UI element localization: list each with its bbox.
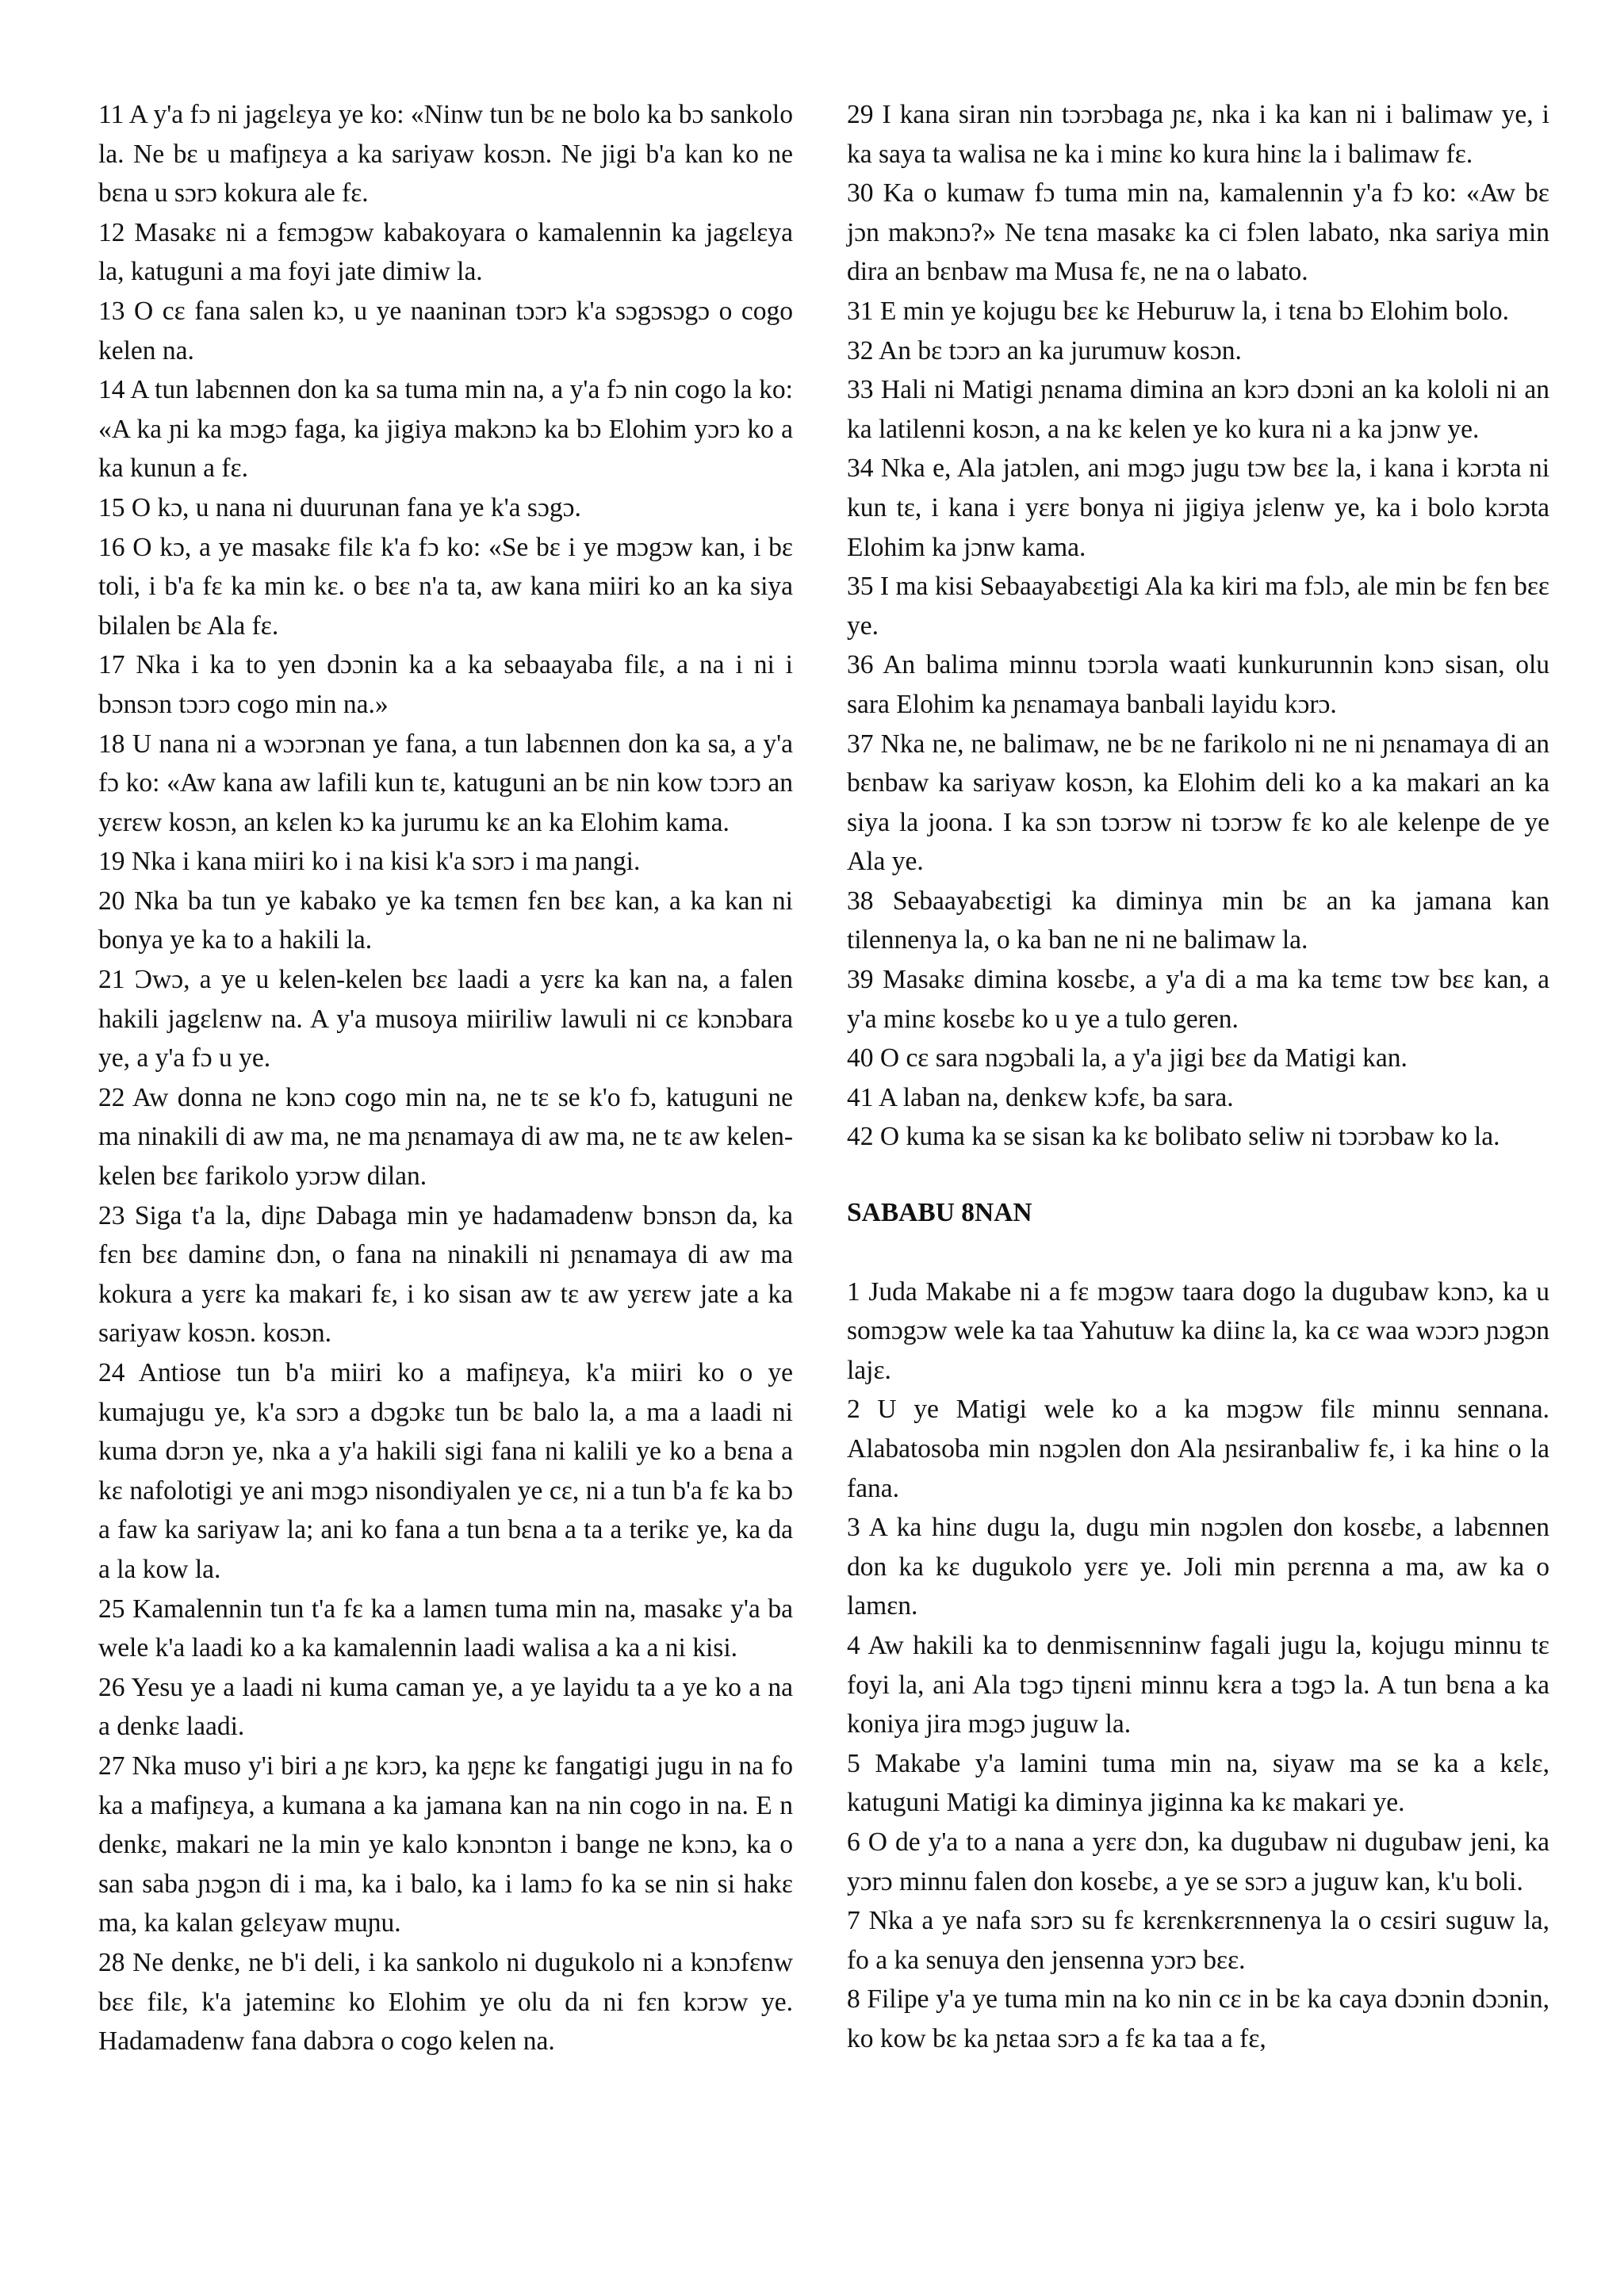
verse: 30 Ka o kumaw fɔ tuma min na, kamalennin y'a fɔ ko: «Aw bɛ jɔn makɔnɔ?» Ne tɛna masakɛ ka ci fɔlen labato, nka sariya min dira an bɛnbaw ma Musa fɛ, ne na o labato. xyxy=(847,178,1549,287)
verse: 4 Aw hakili ka to denmisɛnninw fagali jugu la, kojugu minnu tɛ foyi la, ani Ala tɔgɔ tiɲɛni minnu kɛra a tɔgɔ la. A tun bɛna a ka koniya jira mɔgɔ juguw la. xyxy=(847,1630,1549,1739)
verse: 20 Nka ba tun ye kabako ye ka tɛmɛn fɛn bɛɛ kan, a ka kan ni bonya ye ka to a hakili la. xyxy=(98,886,793,955)
verse: 33 Hali ni Matigi ɲɛnama dimina an kɔrɔ dɔɔni an ka kololi ni an ka latilenni kosɔn, a na kɛ kelen ye ko kura ni a ka jɔnw ye. xyxy=(847,375,1549,444)
verse: 5 Makabe y'a lamini tuma min na, siyaw ma se ka a kɛlɛ, katuguni Matigi ka diminya jiginna ka kɛ makari ye. xyxy=(847,1748,1549,1818)
verse: 14 A tun labɛnnen don ka sa tuma min na, a y'a fɔ nin cogo la ko: «A ka ɲi ka mɔgɔ faga, ka jigiya makɔnɔ ka bɔ Elohim yɔrɔ ko a ka kunun a fɛ. xyxy=(98,375,793,484)
verse: 19 Nka i kana miiri ko i na kisi k'a sɔrɔ i ma ɲangi. xyxy=(98,847,641,877)
verse: 38 Sebaayabɛɛtigi ka diminya min bɛ an ka jamana kan tilennenya la, o ka ban ne ni ne balimaw la. xyxy=(847,886,1549,955)
verse: 27 Nka muso y'i biri a ɲɛ kɔrɔ, ka ŋɛɲɛ kɛ fangatigi jugu in na fo ka a mafiɲɛya, a kumana a ka jamana kan na nin cogo in na. E n denkɛ, makari ne la min ye kalo kɔnɔntɔn i bange ne kɔnɔ, ka o san saba ɲɔgɔn di i ma, ka i balo, ka i lamɔ fo ka se nin si hakɛ ma, ka kalan gɛlɛyaw muɲu. xyxy=(98,1751,793,1938)
verse: 6 O de y'a to a nana a yɛrɛ dɔn, ka dugubaw ni dugubaw jeni, ka yɔrɔ minnu falen don kosɛbɛ, a ye se sɔrɔ a juguw kan, k'u boli. xyxy=(847,1827,1549,1896)
verse: 41 A laban na, denkɛw kɔfɛ, ba sara. xyxy=(847,1082,1234,1112)
verse: 25 Kamalennin tun t'a fɛ ka a lamɛn tuma min na, masakɛ y'a ba wele k'a laadi ko a ka kamalennin laadi walisa a ka a ni kisi. xyxy=(98,1594,793,1663)
right-column xyxy=(847,95,1549,2059)
verse: 23 Siga t'a la, diɲɛ Dabaga min ye hadamadenw bɔnsɔn da, ka fɛn bɛɛ daminɛ dɔn, o fana na ninakili ni ɲɛnamaya di aw ma kokura a yɛrɛ ka makari fɛ, i ko sisan aw tɛ aw yɛrɛw jate a ka sariyaw kosɔn. kosɔn. xyxy=(98,1200,793,1349)
left-column xyxy=(98,95,793,2061)
verse: 35 I ma kisi Sebaayabɛɛtigi Ala ka kiri ma fɔlɔ, ale min bɛ fɛn bɛɛ ye. xyxy=(847,572,1549,641)
verse: 39 Masakɛ dimina kosɛbɛ, a y'a di a ma ka tɛmɛ tɔw bɛɛ kan, a y'a minɛ kosɛbɛ ko u ye a tulo geren. xyxy=(847,965,1549,1034)
verse: 3 A ka hinɛ dugu la, dugu min nɔgɔlen don kosɛbɛ, a labɛnnen don ka kɛ dugukolo yɛrɛ ye. Joli min pɛrɛnna a ma, aw ka o lamɛn. xyxy=(847,1513,1549,1621)
verse: 36 An balima minnu tɔɔrɔla waati kunkurunnin kɔnɔ sisan, olu sara Elohim ka ɲɛnamaya banbali layidu kɔrɔ. xyxy=(847,650,1549,719)
verse: 12 Masakɛ ni a fɛmɔgɔw kabakoyara o kamalennin ka jagɛlɛya la, katuguni a ma foyi jate dimiw la. xyxy=(98,217,793,287)
verse: 26 Yesu ye a laadi ni kuma caman ye, a ye layidu ta a ye ko a na a denkɛ laadi. xyxy=(98,1672,793,1742)
verse: 37 Nka ne, ne balimaw, ne bɛ ne farikolo ni ne ni ɲɛnamaya di an bɛnbaw ka sariyaw kosɔn, ka Elohim deli ko a ka makari an ka siya la joona. I ka sɔn tɔɔrɔw ni tɔɔrɔw fɛ ko ale kelenpe de ye Ala ye. xyxy=(847,729,1549,877)
verse: 22 Aw donna ne kɔnɔ cogo min na, ne tɛ se k'o fɔ, katuguni ne ma ninakili di aw ma, ne ma ɲɛnamaya di aw ma, ne tɛ aw kelen-kelen bɛɛ farikolo yɔrɔw dilan. xyxy=(98,1082,793,1192)
verse: 34 Nka e, Ala jatɔlen, ani mɔgɔ jugu tɔw bɛɛ la, i kana i kɔrɔta ni kun tɛ, i kana i yɛrɛ bonya ni jigiya jɛlenw ye, ka i bolo kɔrɔta Elohim ka jɔnw kama. xyxy=(847,453,1549,562)
verse: 31 E min ye kojugu bɛɛ kɛ Heburuw la, i tɛna bɔ Elohim bolo. xyxy=(847,296,1510,326)
verse: 2 U ye Matigi wele ko a ka mɔgɔw filɛ minnu sennana. Alabatosoba min nɔgɔlen don Ala ɲɛsiranbaliw fɛ, i ka hinɛ o la fana. xyxy=(847,1395,1549,1503)
verse: 28 Ne denkɛ, ne b'i deli, i ka sankolo ni dugukolo ni a kɔnɔfɛnw bɛɛ filɛ, k'a jateminɛ ko Elohim ye olu da ni fɛn kɔrɔw ye. Hadamadenw fana dabɔra o cogo kelen na. xyxy=(98,1947,793,2057)
verse: 21 Ɔwɔ, a ye u kelen-kelen bɛɛ laadi a yɛrɛ ka kan na, a falen hakili jagɛlɛnw na. A y'a musoya miiriliw lawuli ni cɛ kɔnɔbara ye, a y'a fɔ u ye. xyxy=(98,965,793,1073)
verse: 18 U nana ni a wɔɔrɔnan ye fana, a tun labɛnnen don ka sa, a y'a fɔ ko: «Aw kana aw lafili kun tɛ, katuguni an bɛ nin kow tɔɔrɔ an yɛrɛw kosɔn, an kɛlen kɔ ka jurumu kɛ an ka Elohim kama. xyxy=(98,729,793,837)
verse: 11 A y'a fɔ ni jagɛlɛya ye ko: «Ninw tun bɛ ne bolo ka bɔ sankolo la. Ne bɛ u mafiɲɛya a ka sariyaw kosɔn. Ne jigi b'a kan ko ne bɛna u sɔrɔ kokura ale fɛ. xyxy=(98,100,793,209)
verse: 42 O kuma ka se sisan ka kɛ bolibato seliw ni tɔɔrɔbaw ko la. xyxy=(847,1122,1500,1152)
verse: 40 O cɛ sara nɔgɔbali la, a y'a jigi bɛɛ da Matigi kan. xyxy=(847,1043,1408,1073)
verse: 29 I kana siran nin tɔɔrɔbaga ɲɛ, nka i ka kan ni i balimaw ye, i ka saya ta walisa ne ka i minɛ ko kura hinɛ la i balimaw fɛ. xyxy=(847,100,1549,169)
verse: 8 Filipe y'a ye tuma min na ko nin cɛ in bɛ ka caya dɔɔnin dɔɔnin, ko kow bɛ ka ɲɛtaa sɔrɔ a fɛ ka taa a fɛ, xyxy=(847,1984,1549,2053)
verse: 15 O kɔ, u nana ni duurunan fana ye k'a sɔgɔ. xyxy=(98,492,581,522)
verse: 13 O cɛ fana salen kɔ, u ye naaninan tɔɔrɔ k'a sɔgɔsɔgɔ o cogo kelen na. xyxy=(98,296,793,365)
verse: 1 Juda Makabe ni a fɛ mɔgɔw taara dogo la dugubaw kɔnɔ, ka u somɔgɔw wele ka taa Yahutuw ka diinɛ la, ka cɛ waa wɔɔrɔ ɲɔgɔn lajɛ. xyxy=(847,1276,1549,1385)
verse: 7 Nka a ye nafa sɔrɔ su fɛ kɛrɛnkɛrɛnnenya la o cɛsiri suguw la, fo a ka senuya den jensenna yɔrɔ bɛɛ. xyxy=(847,1906,1549,1975)
verse: 24 Antiose tun b'a miiri ko a mafiɲɛya, k'a miiri ko o ye kumajugu ye, k'a sɔrɔ a dɔgɔkɛ tun bɛ balo la, a ma a laadi ni kuma dɔrɔn ye, nka a y'a hakili sigi fana ni kalili ye ko a bɛna a kɛ nafolotigi ye ani mɔgɔ nisondiyalen ye cɛ, ni a tun b'a fɛ ka bɔ a faw ka sariyaw la; ani ko fana a tun bɛna a ta a terikɛ ye, ka da a la kow la. xyxy=(98,1358,793,1584)
verse: 32 An bɛ tɔɔrɔ an ka jurumuw kosɔn. xyxy=(847,335,1242,365)
verse: 16 O kɔ, a ye masakɛ filɛ k'a fɔ ko: «Se bɛ i ye mɔgɔw kan, i bɛ toli, i b'a fɛ ka min kɛ. o bɛɛ n'a ta, aw kana miiri ko an ka siya bilalen bɛ Ala fɛ. xyxy=(98,532,793,641)
verse: 17 Nka i ka to yen dɔɔnin ka a ka sebaayaba filɛ, a na i ni i bɔnsɔn tɔɔrɔ cogo min na.» xyxy=(98,650,793,719)
chapter-heading: SABABU 8NAN xyxy=(847,1198,1032,1228)
